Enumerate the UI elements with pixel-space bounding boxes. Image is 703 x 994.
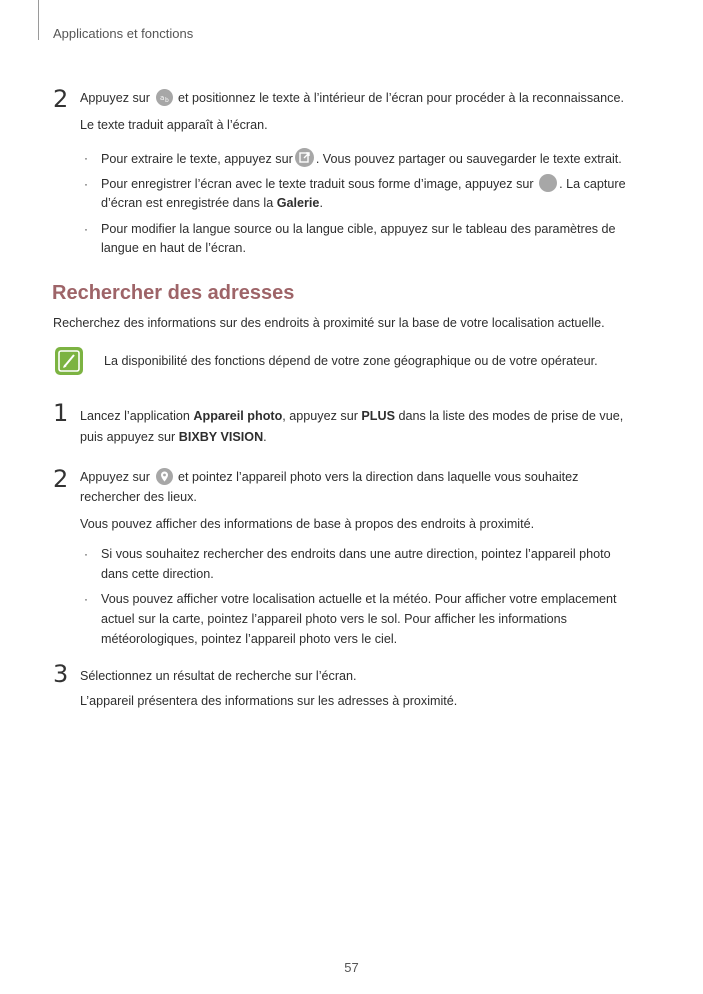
running-head: Applications et fonctions <box>53 26 194 41</box>
bullet-text-part: . Vous pouvez partager ou sauvegarder le texte extrait. <box>315 152 622 166</box>
step-text-part: . <box>263 430 267 444</box>
bullet-text-part: Pour extraire le texte, appuyez sur <box>101 152 293 166</box>
step-text-part: Appuyez sur <box>80 91 151 105</box>
step-text-part: puis appuyez sur <box>80 430 176 444</box>
translate-icon <box>156 89 173 112</box>
section-intro: Recherchez des informations sur des endroits à proximité sur la base de votre localisation actuelle. <box>53 316 605 330</box>
gallery-label: Galerie <box>276 196 320 210</box>
step-text-part: et positionnez le texte à l’intérieur de l’écran pour procéder à la reconnaissance. <box>178 91 624 105</box>
page-number: 57 <box>344 960 359 975</box>
step-text-part: Lancez l’application <box>80 409 190 423</box>
bullet-text-line2: dans cette direction. <box>101 567 214 581</box>
extract-text-icon <box>295 148 314 173</box>
bullet-text-line2 <box>101 193 323 213</box>
bullet-dot: · <box>84 177 88 191</box>
note-icon <box>54 346 84 376</box>
bullet-text: Pour modifier la langue source ou la langue cible, appuyez sur le tableau des paramètres de <box>101 222 616 236</box>
capture-icon <box>539 174 557 198</box>
bullet-text: Si vous souhaitez rechercher des endroits dans une autre direction, pointez l’appareil photo <box>101 547 611 561</box>
step-text-line2 <box>80 427 267 447</box>
plus-label: PLUS <box>361 409 395 423</box>
bullet-text-part: . <box>319 196 323 210</box>
section-title: Rechercher des adresses <box>52 282 295 304</box>
bullet-text-part: . La capture <box>559 177 626 191</box>
step-text-part: dans la liste des modes de prise de vue, <box>398 409 624 423</box>
bullet-text-line3: météorologiques, pointez l’appareil photo vers le ciel. <box>101 632 398 646</box>
bullet-text-line2: langue en haut de l’écran. <box>101 241 246 255</box>
bullet-text <box>101 148 622 173</box>
bullet-text-line2: actuel sur la carte, pointez l’appareil photo vers le sol. Pour afficher les informations <box>101 612 567 626</box>
camera-app-label: Appareil photo <box>193 409 283 423</box>
step-text-line2: rechercher des lieux. <box>80 490 197 504</box>
step-number: 2 <box>53 85 69 113</box>
step-paragraph: L’appareil présentera des informations sur les adresses à proximité. <box>80 694 458 708</box>
note-text: La disponibilité des fonctions dépend de votre zone géographique ou de votre opérateur. <box>104 354 598 368</box>
bullet-dot: · <box>84 592 88 606</box>
svg-text:b: b <box>164 97 169 104</box>
step-text-part: Appuyez sur <box>80 470 151 484</box>
svg-text:a: a <box>159 94 164 102</box>
step-number: 2 <box>53 465 69 493</box>
bullet-text-part: Pour enregistrer l’écran avec le texte traduit sous forme d’image, appuyez sur <box>101 177 534 191</box>
bullet-dot: · <box>84 547 88 561</box>
bullet-text-part: d’écran est enregistrée dans la <box>101 196 274 210</box>
step-subtext: Le texte traduit apparaît à l’écran. <box>80 118 268 132</box>
step-text-part: et pointez l’appareil photo vers la direction dans laquelle vous souhaitez <box>178 470 579 484</box>
step-text-part: , appuyez sur <box>282 409 358 423</box>
step-number: 3 <box>53 660 69 688</box>
step-paragraph: Vous pouvez afficher des informations de base à propos des endroits à proximité. <box>80 517 535 531</box>
header-rule <box>38 0 39 40</box>
bullet-dot: · <box>84 222 88 236</box>
step-text <box>80 406 623 426</box>
bullet-text: Vous pouvez afficher votre localisation actuelle et la météo. Pour afficher votre emplacement <box>101 592 617 606</box>
step-text: Sélectionnez un résultat de recherche sur l’écran. <box>80 669 357 683</box>
bullet-dot: · <box>84 151 88 165</box>
step-number: 1 <box>53 399 69 427</box>
step-text <box>80 88 624 112</box>
bixby-vision-label: BIXBY VISION <box>178 430 264 444</box>
